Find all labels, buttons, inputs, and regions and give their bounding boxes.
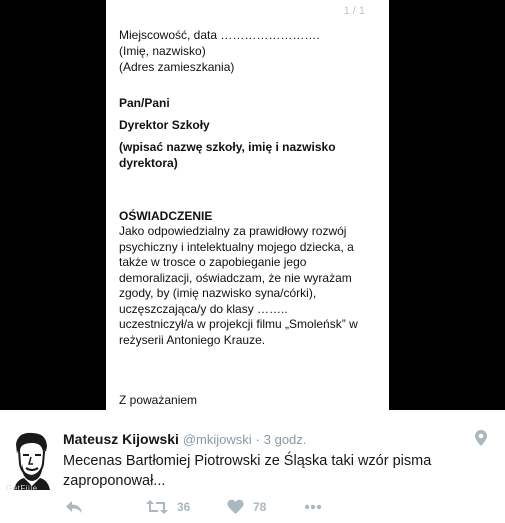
avatar-watermark: GetFiile [6,484,38,490]
document-page [106,0,389,410]
body-line: demoralizacji, oświadczam, że nie wyrażam [119,270,352,285]
tweet-text-line: Mecenas Bartłomiej Piotrowski ze Śląska taki wzór pisma [63,453,432,469]
page-counter: 1 / 1 [343,5,365,17]
tweet-actions [63,497,363,517]
avatar[interactable] [6,430,56,490]
document-title: OŚWIADCZENIE [119,209,213,223]
more-icon [304,504,322,510]
like-count: 78 [253,500,267,514]
tweet-header [63,431,306,447]
like-button[interactable] [227,497,266,517]
avatar-portrait-icon [6,430,56,490]
body-line: psychiczny i intelektualny mojego dziecka, a [119,239,354,254]
body-line: uczestniczył/a w projekcji filmu „Smoleńsk” w [119,317,358,331]
retweet-count: 36 [177,500,191,514]
body-line: zgody, by (imię nazwisko syna/córki), [119,286,317,300]
header-line: (Imię, nazwisko) [119,44,206,58]
tweet-text-line: zaproponował... [63,473,166,489]
like-icon [227,499,244,515]
retweet-button[interactable] [146,497,190,517]
body-line: Jako odpowiedzialny za prawidłowy rozwój [119,224,347,238]
document-body [119,224,377,348]
body-line: reżyserii Antoniego Krauze. [119,332,266,347]
recipient-line: (wpisać nazwę szkoły, imię i nazwisko [119,140,336,154]
tweet-time[interactable]: 3 godz. [263,432,307,447]
retweet-icon [146,499,168,515]
body-line: także w trosce o zapobieganie jego [119,255,307,269]
header-line: Miejscowość, data ……………………. [119,28,320,42]
author-name[interactable]: Mateusz Kijowski [63,431,179,447]
recipient-line: Dyrektor Szkoły [119,118,210,132]
reply-button[interactable] [65,497,83,517]
tweet [0,410,505,523]
header-line: (Adres zamieszkania) [119,60,235,74]
document-text [119,27,377,348]
tweet-text [63,451,483,491]
author-handle[interactable]: @mkijowski [182,432,252,447]
document-closing: Z poważaniem [119,393,198,407]
separator: · [255,432,260,447]
reply-icon [65,499,83,515]
body-line: uczęszczająca/y do klasy …….. [119,301,288,316]
location-icon[interactable] [475,430,487,446]
recipient-line: Pan/Pani [119,96,170,110]
recipient-line: dyrektora) [119,156,178,170]
more-button[interactable] [304,497,322,517]
